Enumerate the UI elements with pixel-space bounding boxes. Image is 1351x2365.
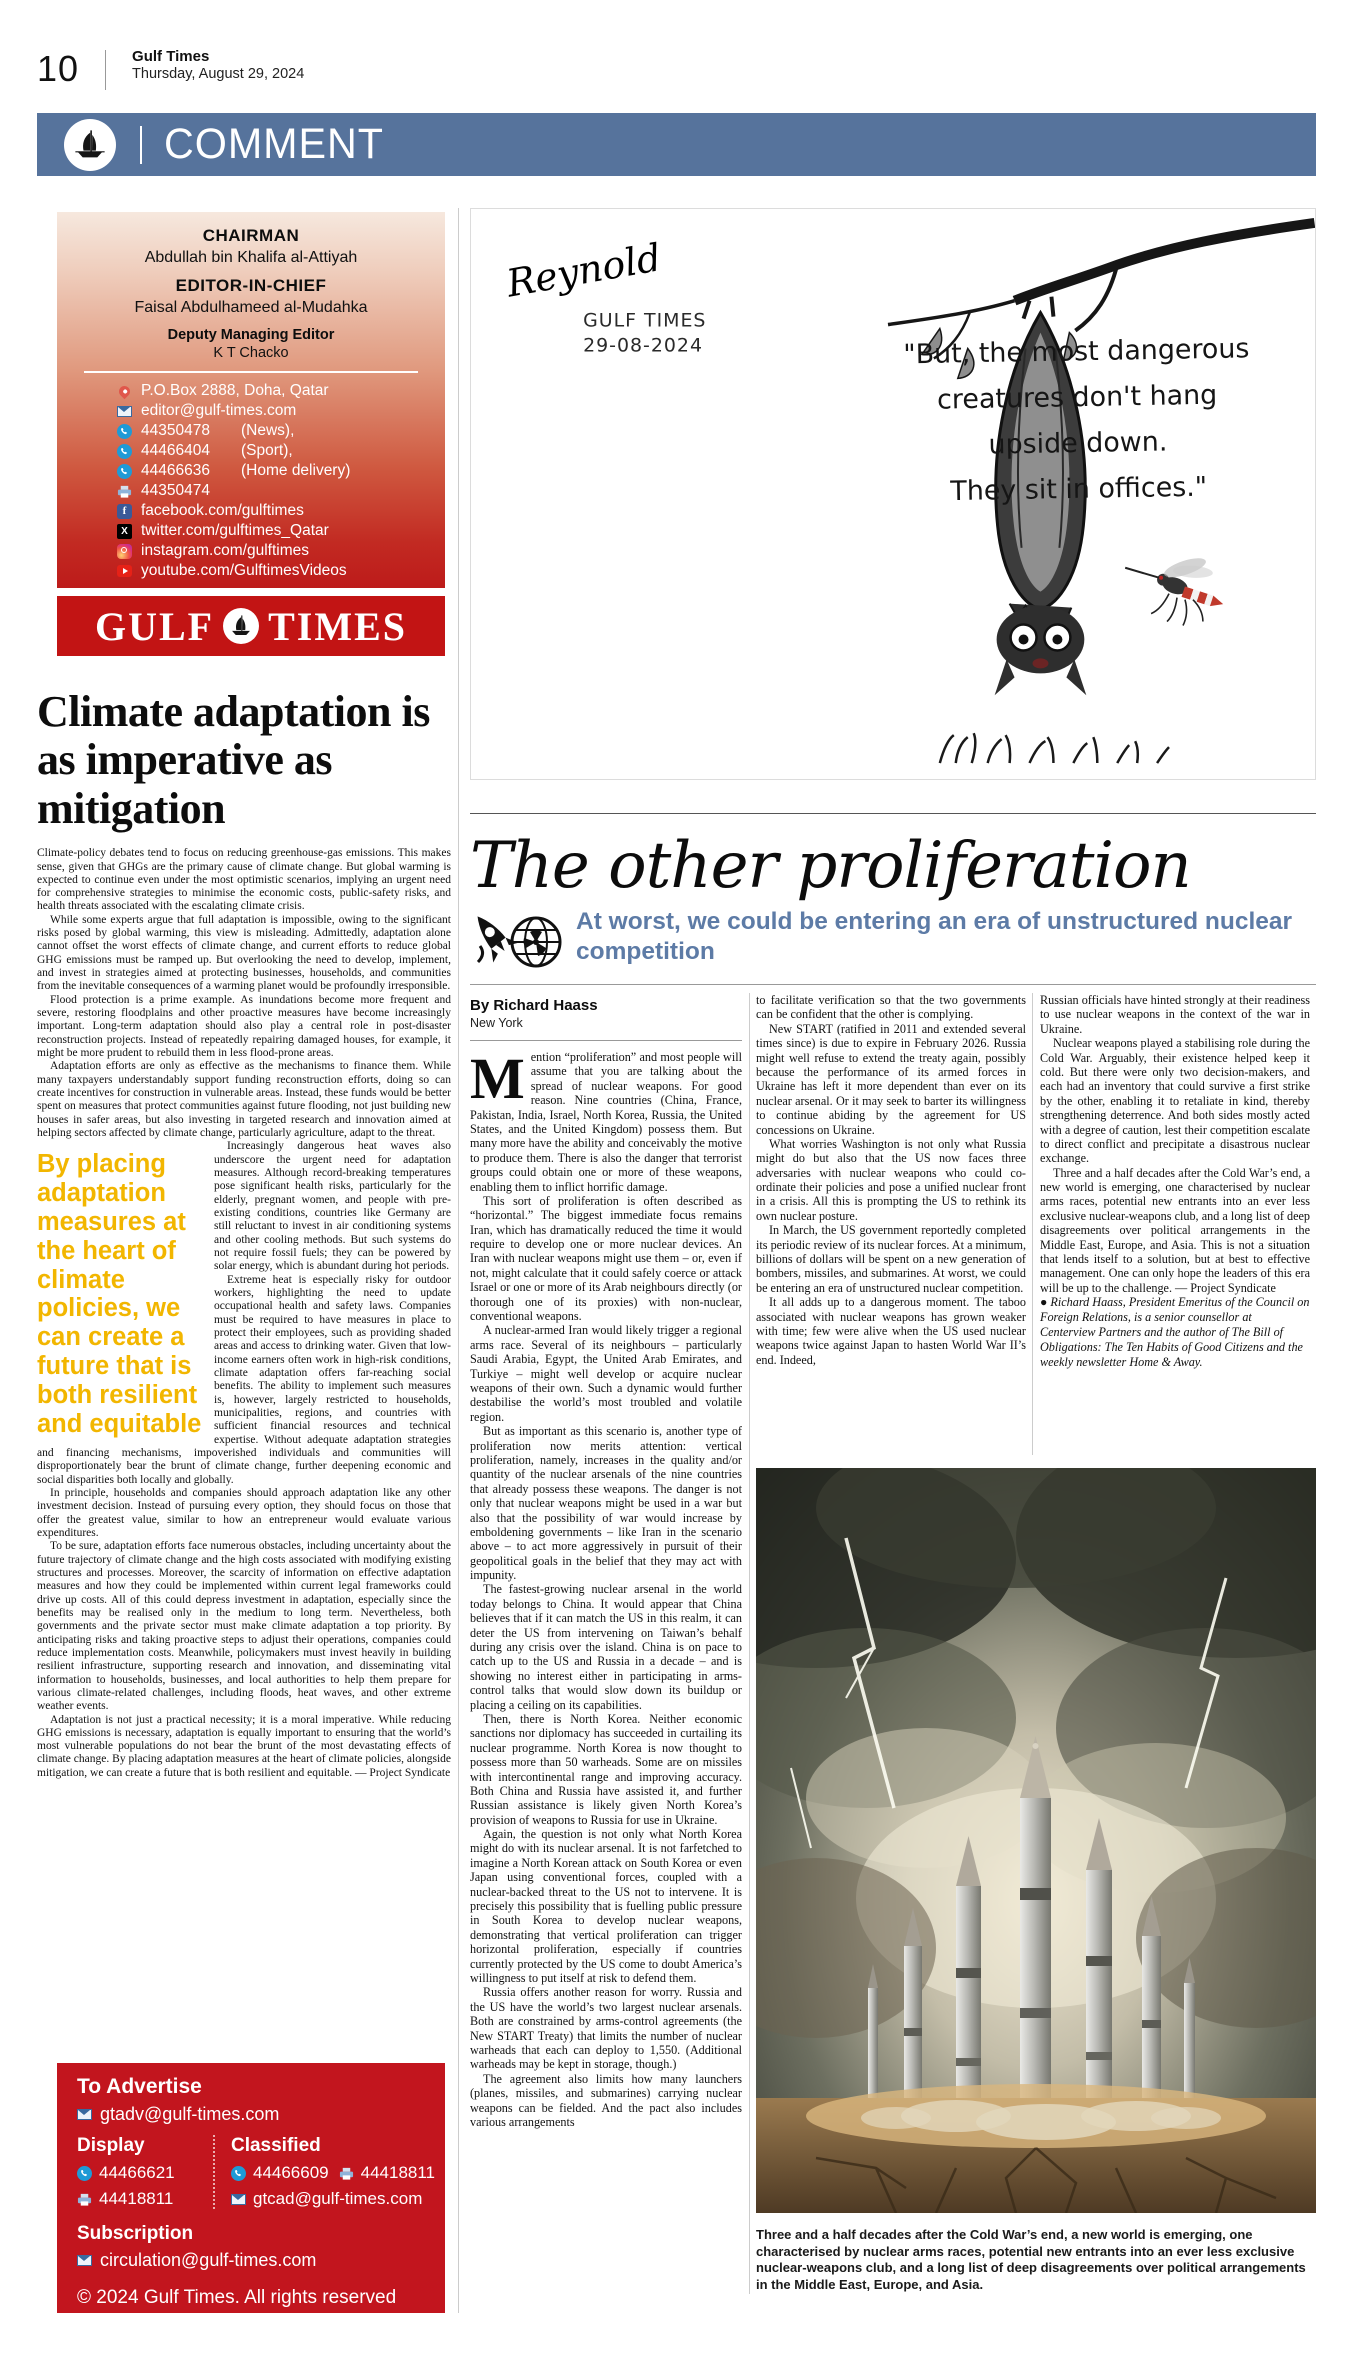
logo-dhow-circle: [223, 608, 259, 644]
paragraph: In March, the US government reportedly completed its periodic review of its nuclear forces. At a minimum, billions of dollars will be spent on a new generation of bombers, missiles, and submarines. At worst, we could be entering an era of unstructured nuclear competition.: [756, 1223, 1026, 1295]
fax-icon: [339, 2166, 354, 2181]
twitter-url[interactable]: twitter.com/gulftimes_Qatar: [141, 522, 329, 539]
advertise-title: To Advertise: [77, 2075, 202, 2098]
cartoonist-signature: Reynold: [503, 235, 665, 306]
paragraph: to facilitate verification so that the two governments can be confident that the other is complying.: [756, 993, 1026, 1022]
cartoon-quote-line: They sit in offices.": [950, 471, 1208, 508]
cartoon-quote-line: upside down.: [988, 426, 1168, 461]
contact-row-facebook: [117, 501, 445, 521]
display-label: Display: [77, 2135, 145, 2156]
phone-number: 44350478: [141, 422, 210, 439]
classified-fax: 44418811: [360, 2163, 435, 2182]
dhow-logo-circle: [64, 119, 116, 171]
deputy-editor-name: K T Chacko: [213, 345, 289, 361]
paragraph: New START (ratified in 2011 and extended several times since) is due to expire in February 2026. Russia might well refuse to extend the treaty again, possibly because the performance of its armed forces in Ukraine has left it more dependent than ever on its nuclear arsenal. Or it may seek to barter its willingness to continue abiding by the agreement for US concessions on Ukraine.: [756, 1021, 1026, 1137]
author-bio: ● Richard Haass, President Emeritus of the Council on Foreign Relations, is a senior counsellor at Centerview Partners and the author of The Bill of Obligations: The Ten Habits of Good Citizens and the weekly newsletter Home & Away.: [1040, 1295, 1310, 1369]
paragraph: Adaptation is not just a practical necessity; it is a moral imperative. While reducing GHG emissions is necessary, adaptation is equally important to ensuring that the world’s most vulnerable populations do not bear the brunt of the most devastating effects of climate change. By placing adaptation measures at the heart of climate policies, alongside mitigation, we can create a future that is both resilient and equitable. — Project Syndicate: [37, 1713, 451, 1779]
phone-icon: [117, 424, 132, 439]
comment-main-section: [470, 208, 1316, 2294]
display-phone-row: [77, 2163, 213, 2183]
advertise-box: [57, 2063, 445, 2313]
headline-top-rule: [470, 813, 1316, 814]
paragraph: This sort of proliferation is often described as “horizontal.” The biggest immediate focus remains Iran, which has dramatically reduced the time it would require to develop one or more nuclear devices. An Iran with nuclear weapons might use them – or, even if not, might calculate that it could safely coerce or attack Israel or one or more of its Arab neighbours directly (or thorough one of its proxies) with non-nuclear, conventional weapons.: [470, 1193, 742, 1324]
page-number: 10: [37, 48, 80, 89]
paragraph: Again, the question is not only what North Korea might do with its nuclear arsenal. It is not farfetched to imagine a North Korean attack on South Korea or even Japan using conventional forces, coupled with a nuclear-backed threat to the US not to intervene. It is precisely this possibility that is fuelling public pressure in South Korea to develop nuclear weapons, demonstrating that vertical proliferation can trigger horizontal proliferation, especially if countries currently protected by the US come to doubt America’s willingness to put itself at risk to defend them.: [470, 1827, 742, 1985]
logo-word-times: TIMES: [268, 603, 408, 649]
subscription-email-row: [77, 2250, 445, 2271]
main-headline: The other proliferation: [470, 829, 1191, 903]
paragraph: The agreement also limits how many launchers (planes, missiles, and submarines) carrying nuclear weapons can be fielded. And the pact also includes various arrangements: [470, 2071, 742, 2129]
page-header: [37, 48, 304, 90]
missile: [868, 1964, 878, 2108]
advertise-columns: [77, 2135, 445, 2209]
paragraph: Russian officials have hinted strongly at their readiness to use nuclear weapons in the context of the war in Ukraine.: [1040, 993, 1310, 1036]
phone-icon: [77, 2166, 92, 2181]
youtube-icon: [117, 564, 132, 579]
advertise-email[interactable]: gtadv@gulf-times.com: [100, 2104, 280, 2124]
missiles-photo: [756, 1468, 1316, 2213]
facebook-url[interactable]: facebook.com/gulftimes: [141, 502, 304, 519]
classified-column: [213, 2135, 445, 2209]
facebook-icon: f: [117, 504, 132, 519]
classified-phone-row: [231, 2163, 445, 2183]
contact-row-instagram: [117, 541, 445, 561]
contact-row-phone-news: [117, 421, 445, 441]
cartoon-date: 29-08-2024: [583, 334, 704, 357]
contact-row-fax: [117, 481, 445, 501]
subscription-email[interactable]: circulation@gulf-times.com: [100, 2250, 317, 2270]
display-fax: 44418811: [99, 2189, 174, 2208]
logo-word-gulf: GULF: [94, 603, 215, 649]
paragraph: Three and a half decades after the Cold War’s end, a new world is emerging, one characterised by nuclear arms races, potential new entrants into an ever less exclusive nuclear-weapons club, and a long list of deep disagreements over political arrangements in the Middle East, Europe, and Asia. This is not a situation that lends itself to a solution, but at best to effective management. One can only hope the leaders of this era will be up to the challenge. — Project Syndicate: [1040, 1165, 1310, 1295]
fax-number: 44350474: [141, 482, 210, 499]
paragraph: ention “proliferation” and most people will assume that you are talking about the spread of nuclear weapons. For good reason. Nine countries (China, France, Pakistan, India, Israel, North Korea, Russia, the United States, and the United Kingdom) possess them. But many more have the ability and conceivably the motive to produce them. There is also the danger that terrorist groups could obtain one or more of these weapons, enabling them to inflict horrific damage.: [470, 1050, 742, 1194]
header-paper-block: [132, 48, 304, 82]
phone-label: (News),: [241, 422, 295, 439]
cartoon-quote-line: "But, the most dangerous: [903, 333, 1250, 371]
editorial-cartoon: [470, 208, 1316, 780]
climate-article: [37, 688, 451, 1780]
dateline: New York: [470, 1016, 523, 1030]
article-column-2: [756, 993, 1026, 1455]
classified-label: Classified: [230, 2135, 321, 2156]
youtube-url[interactable]: youtube.com/GulftimesVideos: [141, 562, 347, 579]
column-divider-line: [458, 208, 459, 2313]
paragraph: What worries Washington is not only what Russia might do but also that the US now faces three adversaries with nuclear weapons who could co-ordinate their policies and pose a unified nuclear front in a crisis. All this is prompting the US to rethink its own nuclear posture.: [756, 1136, 1026, 1223]
main-article-body: [470, 984, 1316, 2294]
paragraph: In principle, households and companies should approach adaptation like any other investment decision. Instead of pursuing every option, they should focus on those that offer the greatest value, similar to how an entrepreneur would evaluate various expenditures.: [37, 1486, 451, 1539]
display-fax-row: [77, 2189, 213, 2209]
photo-caption: Three and a half decades after the Cold War’s end, a new world is emerging, one characterised by nuclear arms races, potential new entrants into an ever less exclusive nuclear-weapons club, and a long list of deep disagreements over political arrangements in the Middle East, Europe, and Asia.: [756, 2227, 1306, 2292]
mail-icon: [231, 2192, 246, 2207]
byline: By Richard Haass: [470, 997, 598, 1014]
fax-icon: [117, 484, 132, 499]
paragraph: Nuclear weapons played a stabilising role during the Cold War. Arguably, their existence helped keep it cold. But there were only two decision-makers, and each had an inventory that could survive a first strike by the other, enabling it to retaliate in kind, thereby strengthening deterrence. And both sides mostly acted with a degree of caution, lest their competition escalate to direct conflict and precipitate a disastrous nuclear exchange.: [1040, 1036, 1310, 1166]
byline-block: [470, 993, 742, 1041]
paragraph: Climate-policy debates tend to focus on reducing greenhouse-gas emissions. This makes sense, given that GHGs are the primary cause of climate change. But global warming is expected to continue even under the most optimistic scenarios, implying an urgent need for comprehensive strategies to minimise the economic costs, public-safety risks, and health threats associated with the escalating climate crisis.: [37, 847, 451, 913]
classified-email[interactable]: gtcad@gulf-times.com: [252, 2189, 423, 2208]
standfirst: [470, 904, 1316, 970]
contact-row-phone-delivery: [117, 461, 445, 481]
editor-label: EDITOR-IN-CHIEF: [175, 276, 327, 295]
copyright-text: © 2024 Gulf Times. All rights reserved: [77, 2287, 397, 2308]
section-banner: [37, 113, 1316, 176]
paragraph: Russia offers another reason for worry. Russia and the US have the world’s two largest nuclear arsenals. Both are constrained by arms-control agreements (the New START Treaty) that limits the number of nuclear warheads that each can deploy to 1,550. (Additional warheads may be kept in storage, though.): [470, 1985, 742, 2072]
section-title: COMMENT: [164, 120, 384, 168]
phone-number: 44466404: [141, 442, 210, 459]
phone-number: 44466636: [141, 462, 210, 479]
paragraph: Then, there is North Korea. Neither economic sanctions nor diplomacy has succeeded in curtailing its nuclear programme. North Korea is now thought to possess more than 50 warheads. Some are on missiles with intercontinental range and improving accuracy. Both China and Russia have assisted it, and further Russian assistance is likely given North Korea’s provision of weapons to Russia for use in Ukraine.: [470, 1711, 742, 1827]
contact-list: [57, 381, 445, 581]
gulf-times-logo-band: [57, 596, 445, 656]
phone-label: (Sport),: [241, 442, 293, 459]
display-phone: 44466621: [99, 2163, 175, 2182]
header-divider: [105, 50, 106, 90]
missile: [1184, 1958, 1195, 2108]
mail-icon: [117, 404, 132, 419]
paper-name: Gulf Times: [132, 48, 210, 65]
location-pin-icon: [117, 384, 132, 399]
paragraph: Flood protection is a prime example. As inundations become more frequent and severe, restoring floodplains and other proactive measures have become increasingly important. Long-term adaptation should also play a central role in post-disaster reconstruction projects. Instead of repeatedly repairing damaged houses, for example, it might be more prudent to rebuild them in less flood-prone areas.: [37, 993, 451, 1060]
climate-headline: Climate adaptation is as imperative as mitigation: [37, 687, 430, 833]
fax-icon: [77, 2192, 92, 2207]
grass-tuft: [940, 733, 1169, 763]
article-column-1: [470, 993, 742, 2287]
instagram-icon: [117, 544, 132, 559]
address-text: P.O.Box 2888, Doha, Qatar: [141, 382, 329, 399]
article-column-3: [1032, 993, 1310, 1455]
x-twitter-icon: X: [117, 524, 132, 539]
banner-divider: [140, 126, 142, 164]
classified-phone: 44466609: [252, 2163, 329, 2182]
paragraph: Adaptation efforts are only as effective as the mechanisms to finance them. While many taxpayers understandably support funding reconstruction efforts, doing so can create incentives for construction in vulnerable areas. Instead, these funds would be better spent on measures that protect communities against future flooding, not just building new houses in safer areas, but also investing in targeted research and innovation aimed at helping sectors affected by climate change, particularly agriculture, adapt to the threat.: [37, 1060, 451, 1140]
paragraph: Increasingly dangerous heat waves also underscore the urgent need for adaptation measures. Although record-breaking temperatures pose significant health risks, particularly for the elderly, pregnant women, and people with pre-existing conditions, countries like Germany are still reluctant to invest in air conditioning systems and other cooling methods. But such systems do not require fossil fuels; they can be powered by solar energy, which is abundant during hot periods.: [214, 1140, 451, 1273]
paragraph: To be sure, adaptation efforts face numerous obstacles, including uncertainty about the future trajectory of climate change and the high costs associated with modifying existing structures and processes. Moreover, the scarcity of information on effective adaptation measures and how they could be implemented within current legal frameworks could drive up costs. All of this could depress investment in adaptation, especially since the benefits may be realised only in the medium to long term. Nevertheless, both governments and the private sector must make climate adaptation a top priority. By anticipating risks and taking proactive steps to adjust their operations, companies could reduce implementation costs. Meanwhile, policymakers must invest heavily in building resilient infrastructure, supporting research and innovation, and disseminating vital information to households, businesses, and local authorities to help them prepare for various climate-related challenges, including floods, heat waves, and other extreme weather events.: [37, 1540, 451, 1713]
nuclear-rocket-icon: [470, 904, 562, 970]
article-right-wrap: [749, 993, 1316, 2294]
contact-row-address: [117, 381, 445, 401]
masthead-rule: [84, 371, 418, 373]
classified-email-row: [231, 2189, 445, 2209]
standfirst-text: At worst, we could be entering an era of unstructured nuclear competition: [576, 908, 1293, 965]
paragraph: While some experts argue that full adaptation is impossible, owing to the significant risks posed by global warming, this view is misleading. Admittedly, adaptation alone cannot offset the worst effects of climate change, and current efforts to reduce global GHG emissions must be ramped up. But overlooking the need to develop, implement, and invest in strategies aimed at protecting businesses, households, and communities from the inevitable consequences of a warming planet would be profoundly irresponsible.: [37, 913, 451, 993]
contact-row-phone-sport: [117, 441, 445, 461]
mail-icon: [77, 2253, 92, 2268]
display-column: [77, 2135, 213, 2209]
drop-cap: M: [470, 1046, 525, 1111]
issue-date: Thursday, August 29, 2024: [132, 66, 305, 82]
phone-icon: [117, 444, 132, 459]
climate-body: [37, 847, 451, 1780]
instagram-url[interactable]: instagram.com/gulftimes: [141, 542, 309, 559]
paragraph: It all adds up to a dangerous moment. The taboo associated with nuclear weapons has grown weaker with time; few were alive when the US used nuclear weapons twice against Japan to hasten World War II’s end. Indeed,: [756, 1295, 1026, 1367]
phone-icon: [117, 464, 132, 479]
paragraph: The fastest-growing nuclear arsenal in the world today belongs to China. It would appear that China believes that if it can match the US in this realm, it can deter the US from intervening on Taiwan’s behalf during any crisis over the island. China is on pace to catch up to the US and Russia in a decade – and is showing no interest either in participating in arms-control talks that would slow down its buildup or placing a ceiling on its capabilities.: [470, 1582, 742, 1712]
paragraph: But as important as this scenario is, another type of proliferation now merits attention: vertical proliferation, namely, increases in the quality and/or quantity of the nuclear arsenals of the nine countries that already possess these weapons. The danger is not only that nuclear weapons might be used in a war but also that the possibility of war would increase by emboldening governments – like Iran in the scenario above – to act more aggressively in pursuit of their geopolitical goals in the belief that they may act with impunity.: [470, 1424, 742, 1583]
paragraph: Extreme heat is especially risky for outdoor workers, highlighting the need to update occupational health and safety laws. Companies must be required to have measures in place to protect their employees, such as providing shaded areas and access to drinking water. Given that low-income earners often work in high-risk conditions, climate adaptation offers far-reaching social benefits. The ability to implement such measures is, however, largely restricted to households, municipalities, regions, and countries with sufficient financial resources and technical expertise. Without adequate adaptation strategies and financing mechanisms, impoverished individuals and communities will disproportionately bear the brunt of climate change, further deepening economic and social disparities both locally and globally.: [37, 1273, 451, 1486]
columns-2-3: [756, 993, 1316, 1455]
dhow-icon: [228, 613, 254, 639]
cartoon-paper-credit: GULF TIMES: [583, 309, 707, 332]
phone-icon: [231, 2166, 246, 2181]
contact-row-twitter: [117, 521, 445, 541]
contact-row-email: [117, 401, 445, 421]
masthead-box: [57, 212, 445, 588]
deputy-editor-label: Deputy Managing Editor: [167, 327, 335, 343]
chairman-name: Abdullah bin Khalifa al-Attiyah: [144, 249, 358, 266]
mosquito: [1125, 554, 1225, 625]
pull-quote: By placing adaptation measures at the heart of climate policies, we can create a future that is both resilient and equitable: [37, 1150, 202, 1438]
mail-icon: [77, 2107, 92, 2122]
advertise-email-row: [77, 2104, 445, 2125]
paragraph: A nuclear-armed Iran would likely trigger a regional arms race. Several of its neighbours – particularly Saudi Arabia, Egypt, the United Arab Emirates, and Turkiye – might well develop or acquire nuclear weapons of their own. Such a dynamic would further destabilise the world’s most troubled and volatile region.: [470, 1323, 742, 1424]
chairman-label: CHAIRMAN: [202, 226, 300, 245]
phone-label: (Home delivery): [241, 462, 351, 479]
dhow-icon: [72, 127, 108, 163]
editor-name: Faisal Abdulhameed al-Mudahka: [134, 299, 368, 316]
subscription-label: Subscription: [77, 2223, 194, 2244]
editor-email[interactable]: editor@gulf-times.com: [141, 402, 297, 419]
contact-row-youtube: [117, 561, 445, 581]
cartoon-quote-line: creatures don't hang: [936, 379, 1218, 416]
